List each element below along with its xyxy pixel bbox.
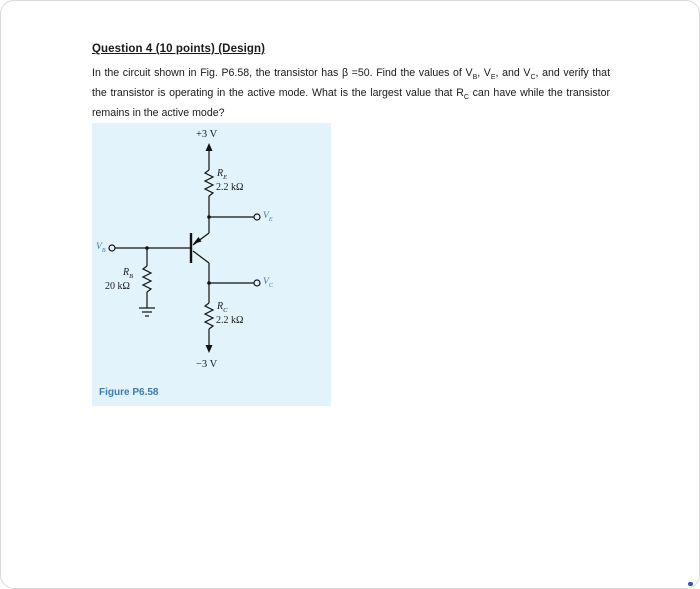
figure-caption: Figure P6.58 <box>99 387 159 398</box>
top-supply-arrow <box>206 143 213 151</box>
supply-bottom-label: −3 V <box>196 359 218 370</box>
rc-value: 2.2 kΩ <box>216 315 244 326</box>
rb-resistor <box>143 266 151 292</box>
question-text: In the circuit shown in Fig. P6.58, the transistor has β =50. Find the values of $V_B$, $V_E$, and $V_C$, and verify that the transistor is operating in the active mode. What is the largest value that $R_C$ can have while the transistor remains in the active mode? <box>92 67 611 119</box>
vb-label: $V_B$ <box>96 242 106 254</box>
emitter-arrow <box>193 237 202 244</box>
rb-value: 20 kΩ <box>105 281 130 292</box>
vc-junction <box>207 281 211 285</box>
rc-name: $R_C$ <box>217 301 228 314</box>
page-corner-mark <box>688 582 693 586</box>
re-resistor <box>205 170 213 196</box>
question-title: Question 4 (10 points) (Design) <box>92 43 266 55</box>
ve-terminal <box>254 214 260 220</box>
vc-terminal <box>254 280 260 286</box>
bottom-supply-arrow <box>206 345 213 353</box>
re-value: 2.2 kΩ <box>216 182 244 193</box>
circuit-figure <box>92 123 331 406</box>
rc-resistor <box>205 303 213 329</box>
vc-label: $V_C$ <box>263 277 273 289</box>
rb-name: $R_B$ <box>123 267 134 280</box>
collector-lead <box>193 251 209 263</box>
ve-label: $V_E$ <box>263 211 273 223</box>
base-junction <box>145 246 149 250</box>
ve-junction <box>207 215 211 219</box>
re-name: $R_E$ <box>217 168 228 181</box>
vb-terminal <box>109 245 115 251</box>
supply-top-label: +3 V <box>196 129 218 140</box>
